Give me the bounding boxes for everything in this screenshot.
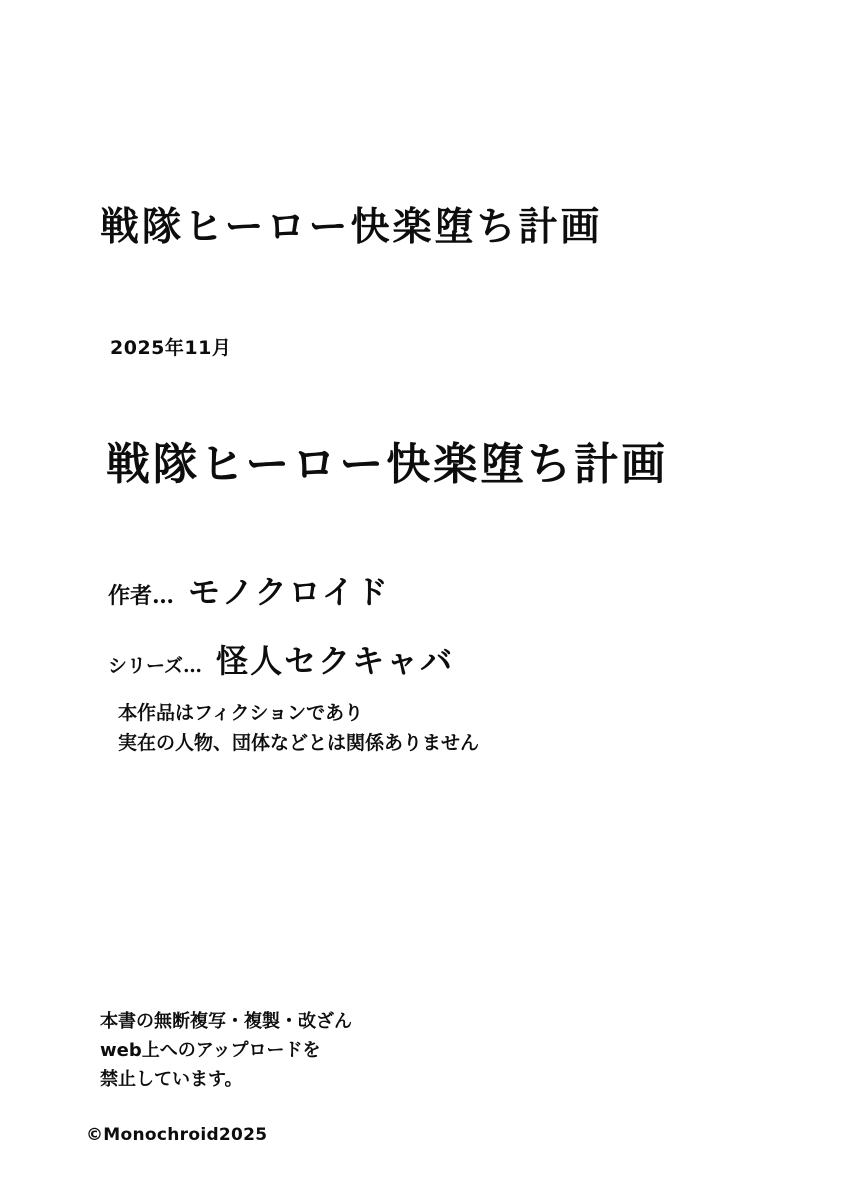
series-label: シリーズ… <box>108 655 203 677</box>
series-credit <box>108 636 454 682</box>
series-name: 怪人セクキャバ <box>216 642 455 680</box>
disclaimer-line-2: 実在の人物、団体などとは関係ありません <box>118 731 480 754</box>
author-label: 作者… <box>108 583 175 609</box>
copyright-notice: ©Monochroid2025 <box>86 1125 268 1145</box>
notice-line-3: 禁止しています。 <box>100 1068 243 1090</box>
notice-line-1: 本書の無断複写・複製・改ざん <box>100 1011 352 1032</box>
reproduction-notice <box>100 1008 352 1094</box>
notice-line-2: web上へのアップロードを <box>100 1039 321 1061</box>
author-name: モノクロイド <box>188 573 390 611</box>
fiction-disclaimer <box>118 700 479 757</box>
publication-date: 2025年11月 <box>110 337 232 359</box>
page-header-title: 戦隊ヒーロー快楽堕ち計画 <box>100 204 603 250</box>
author-credit <box>108 567 390 613</box>
disclaimer-line-1: 本作品はフィクションであり <box>118 702 364 724</box>
work-title: 戦隊ヒーロー快楽堕ち計画 <box>106 439 669 490</box>
